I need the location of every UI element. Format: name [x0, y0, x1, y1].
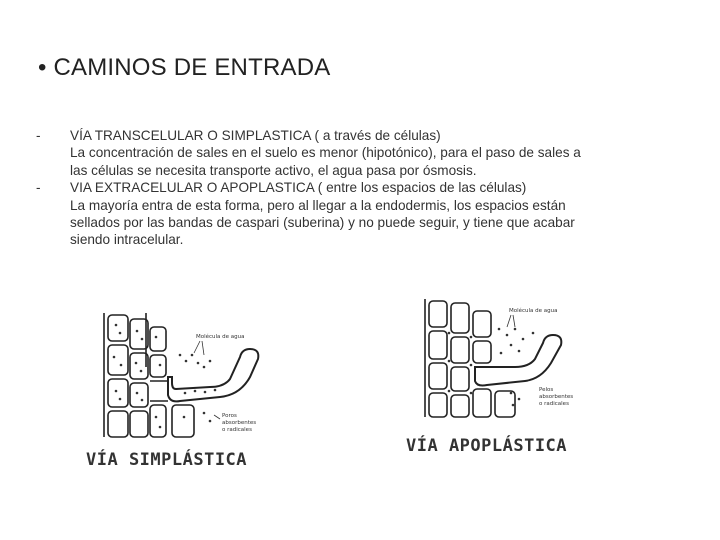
label-water-molecule: Molécula de agua — [509, 308, 558, 314]
label-pores: Poros — [222, 413, 237, 419]
label-pores: absorbentes — [539, 394, 574, 400]
item-text-line: La mayoría entra de esta forma, pero al llegar a la endodermis, los espacios están — [70, 197, 566, 213]
caption-simplastic: VÍA SIMPLÁSTICA — [86, 450, 248, 470]
item-text-line: sellados por las bandas de caspari (suberina) y no puede seguir, y tiene que acabar — [70, 215, 575, 231]
label-water-molecule: Molécula de agua — [196, 334, 245, 340]
bullet-dash: - — [36, 128, 41, 143]
item-text-line: siendo intracelular. — [70, 232, 184, 248]
label-pores: absorbentes — [222, 420, 257, 426]
item-heading: VÍA TRANSCELULAR O SIMPLASTICA ( a través de células) — [70, 128, 441, 143]
item-heading: VIA EXTRACELULAR O APOPLASTICA ( entre los espacios de las células) — [70, 180, 527, 196]
item-text-line: las células se necesita transporte activo, el agua pasa por ósmosis. — [70, 162, 477, 178]
label-pores: o radicales — [539, 401, 569, 407]
simplastic-diagram — [90, 305, 280, 445]
apoplastic-diagram — [415, 293, 595, 423]
label-pores: o radicales — [222, 427, 252, 433]
list-item-apoplastic — [36, 179, 686, 249]
caption-apoplastic: VÍA APOPLÁSTICA — [406, 436, 568, 456]
item-text-line: La concentración de sales en el suelo es menor (hipotónico), para el paso de sales a — [70, 145, 581, 161]
bullet-dash: - — [36, 180, 41, 196]
slide-title: • CAMINOS DE ENTRADA — [38, 54, 331, 81]
label-pores: Pelos — [539, 387, 554, 393]
list-item-simplastic — [36, 127, 686, 179]
content-list — [36, 127, 686, 249]
